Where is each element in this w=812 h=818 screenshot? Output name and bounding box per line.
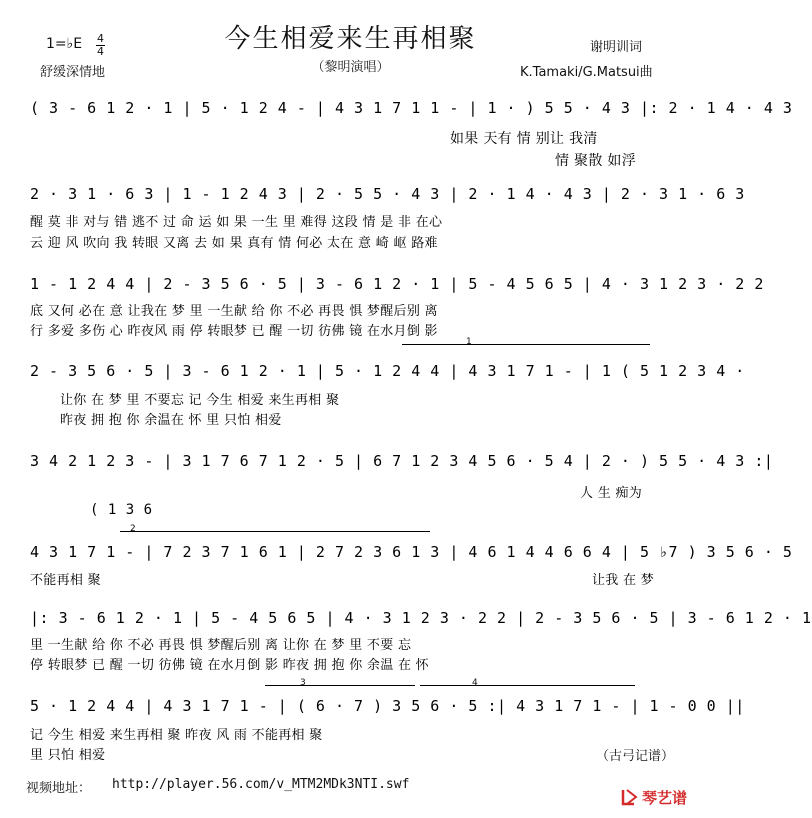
tempo-mood: 舒缓深情地 xyxy=(40,65,106,80)
system-4-lyrics-verse1: 让你 在 梦 里 不要忘 记 今生 相爱 来生再相 聚 xyxy=(60,393,340,408)
system-6-lyrics-verse2: 让我 在 梦 xyxy=(592,573,655,588)
system-4-notes: 2 - 3 5 6 · 5 | 3 - 6 1 2 · 1 | 5 · 1 2 4 4 | 4 3 1 7 1 - | 1 ( 5 1 2 3 4 · xyxy=(30,362,745,380)
lyricist: 谢明训词 xyxy=(590,40,643,55)
volta-bracket-3 xyxy=(265,685,415,686)
system-2-lyrics-verse2: 云 迎 风 吹向 我 转眼 又离 去 如 果 真有 情 何必 太在 意 崎 岖 路难 xyxy=(30,236,438,251)
page-subtitle: （黎明演唱） xyxy=(311,60,390,75)
system-8-notes: 5 · 1 2 4 4 | 4 3 1 7 1 - | ( 6 · 7 ) 3 5 6 · 5 :| 4 3 1 7 1 - | 1 - 0 0 || xyxy=(30,697,745,715)
time-signature xyxy=(96,33,105,58)
system-5-lyrics: 人 生 痴为 xyxy=(580,486,643,501)
volta-number-2: 2 xyxy=(130,524,136,534)
volta-number-3: 3 xyxy=(300,678,306,688)
system-6-lyrics-verse1: 不能再相 聚 xyxy=(30,573,101,588)
system-6-notes: 4 3 1 7 1 - | 7 2 3 7 1 6 1 | 2 7 2 3 6 1 3 | 4 6 1 4 4 6 6 4 | 5 ♭7 ) 3 5 6 · 5 xyxy=(30,543,793,561)
page-title: 今生相爱来生再相聚 xyxy=(224,24,477,54)
system-1-lyrics-verse2: 情 聚散 如浮 xyxy=(555,153,636,169)
video-url[interactable]: http://player.56.com/v_MTM2MDk3NTI.swf xyxy=(112,777,410,792)
system-7-notes: |: 3 - 6 1 2 · 1 | 5 - 4 5 6 5 | 4 · 3 1 2 3 · 2 2 | 2 - 3 5 6 · 5 | 3 - 6 1 2 · 1 xyxy=(30,609,812,627)
video-label: 视频地址： xyxy=(26,781,92,796)
volta-bracket-1 xyxy=(402,344,650,345)
system-3-lyrics-verse1: 底 又何 必在 意 让我在 梦 里 一生献 给 你 不必 再畏 惧 梦醒后别 离 xyxy=(30,304,438,319)
logo-text: 琴艺谱 xyxy=(642,789,688,807)
system-2-lyrics-verse1: 醒 莫 非 对与 错 逃不 过 命 运 如 果 一生 里 难得 这段 情 是 非 在心 xyxy=(30,215,443,230)
system-5-notes: 3 4 2 1 2 3 - | 3 1 7 6 7 1 2 · 5 | 6 7 1 2 3 4 5 6 · 5 4 | 2 · ) 5 5 · 4 3 :| xyxy=(30,452,774,470)
system-6-prefix: ( 1 3 6 xyxy=(90,502,153,518)
system-8-lyrics-verse2: 里 只怕 相爱 xyxy=(30,748,106,763)
system-1-notes: ( 3 - 6 1 2 · 1 | 5 · 1 2 4 - | 4 3 1 7 1 1 - | 1 · ) 5 5 · 4 3 |: 2 · 1 4 · 4 3 xyxy=(30,99,793,117)
meter-top: 4 xyxy=(97,32,104,45)
system-7-lyrics-verse2: 停 转眼梦 已 醒 一切 彷佛 镜 在水月倒 影 昨夜 拥 抱 你 余温 在 怀 xyxy=(30,658,429,673)
composer: K.Tamaki/G.Matsui曲 xyxy=(520,65,653,80)
volta-bracket-2 xyxy=(120,531,430,532)
system-3-notes: 1 - 1 2 4 4 | 2 - 3 5 6 · 5 | 3 - 6 1 2 · 1 | 5 - 4 5 6 5 | 4 · 3 1 2 3 · 2 2 xyxy=(30,275,764,293)
system-3-lyrics-verse2: 行 多爱 多伤 心 昨夜风 雨 停 转眼梦 已 醒 一切 彷佛 镜 在水月倒 影 xyxy=(30,324,438,339)
volta-number-1: 1 xyxy=(466,337,472,347)
system-1-lyrics-verse1: 如果 天有 情 别让 我清 xyxy=(450,131,598,147)
transcriber-credit: （古弓记谱） xyxy=(596,749,675,764)
system-2-notes: 2 · 3 1 · 6 3 | 1 - 1 2 4 3 | 2 · 5 5 · 4 3 | 2 · 1 4 · 4 3 | 2 · 3 1 · 6 3 xyxy=(30,185,745,203)
system-8-lyrics-verse1: 记 今生 相爱 来生再相 聚 昨夜 风 雨 不能再相 聚 xyxy=(30,728,323,743)
volta-bracket-4 xyxy=(420,685,635,686)
site-logo[interactable] xyxy=(620,786,690,808)
meter-bottom: 4 xyxy=(97,45,104,58)
system-4-lyrics-verse2: 昨夜 拥 抱 你 余温在 怀 里 只怕 相爱 xyxy=(60,413,282,428)
system-7-lyrics-verse1: 里 一生献 给 你 不必 再畏 惧 梦醒后别 离 让你 在 梦 里 不要 忘 xyxy=(30,638,412,653)
volta-number-4: 4 xyxy=(472,678,478,688)
key-signature: 1=♭E xyxy=(46,36,83,52)
